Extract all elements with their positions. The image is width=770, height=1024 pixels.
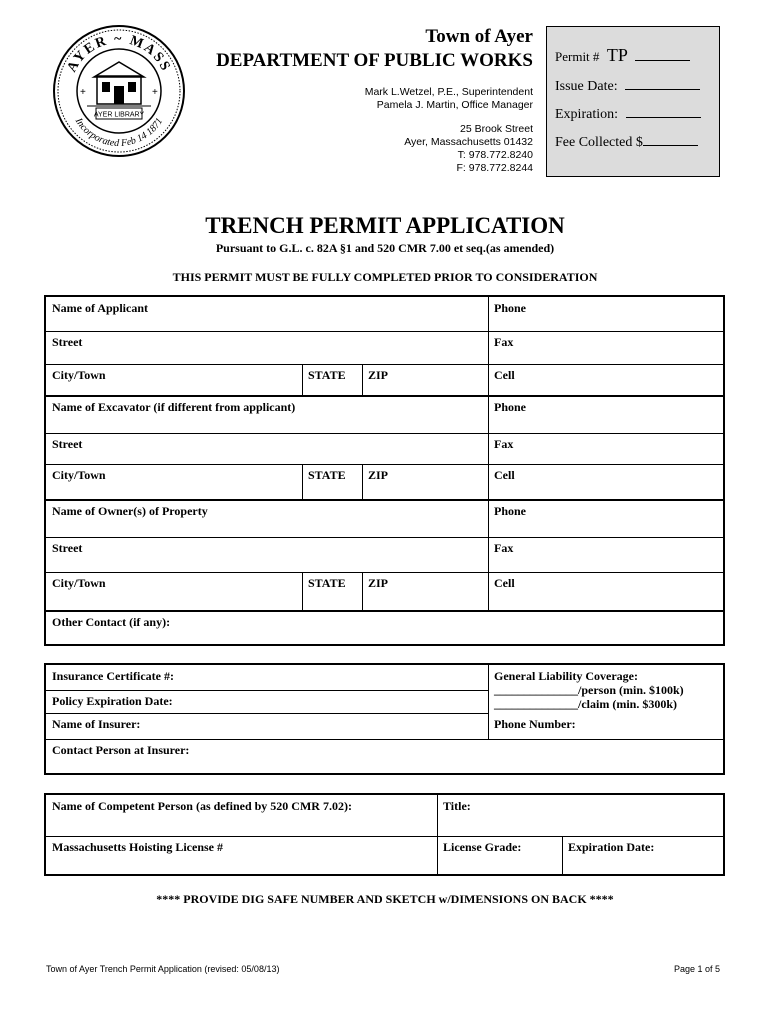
applicant-phone-field[interactable]: [488, 297, 723, 331]
insurer-phone-label: Phone Number:: [494, 717, 576, 731]
excavator-cell-field[interactable]: [488, 464, 723, 499]
excavator-state-field[interactable]: [302, 464, 362, 499]
other-contact-field[interactable]: [46, 611, 723, 644]
applicant-cell-field[interactable]: [488, 364, 723, 395]
hoisting-license-field[interactable]: [46, 836, 437, 874]
insurer-name-field[interactable]: [46, 713, 488, 739]
footer-revision: Town of Ayer Trench Permit Application (revised: 05/08/13): [46, 964, 280, 974]
town-name: Town of Ayer: [425, 26, 533, 47]
fax-number: F: 978.772.8244: [456, 162, 533, 174]
excavator-zip-field[interactable]: [362, 464, 488, 499]
excavator-city-field[interactable]: [46, 464, 302, 499]
owner-state-field[interactable]: [302, 572, 362, 610]
excavator-state-label: STATE: [308, 468, 346, 482]
owner-cell-label: Cell: [494, 576, 515, 590]
applicant-street-field[interactable]: [46, 331, 488, 364]
form-title: TRENCH PERMIT APPLICATION: [205, 213, 565, 238]
general-liability-field[interactable]: [488, 665, 723, 713]
office-manager: Pamela J. Martin, Office Manager: [376, 99, 533, 111]
fee-label: Fee Collected $: [555, 135, 643, 150]
owner-name-label: Name of Owner(s) of Property: [52, 504, 208, 518]
hoisting-license-label: Massachusetts Hoisting License #: [52, 840, 223, 854]
excavator-phone-field[interactable]: [488, 396, 723, 433]
superintendent: Mark L.Wetzel, P.E., Superintendent: [364, 86, 533, 98]
applicant-street-label: Street: [52, 335, 83, 349]
excavator-city-label: City/Town: [52, 468, 106, 482]
applicant-zip-label: ZIP: [368, 368, 389, 382]
expiration-label: Expiration:: [555, 107, 618, 122]
svg-text:+: +: [80, 87, 86, 98]
issue-date-label: Issue Date:: [555, 79, 618, 94]
permit-number-field[interactable]: [635, 48, 690, 61]
applicant-fax-label: Fax: [494, 335, 514, 349]
policy-expiration-label: Policy Expiration Date:: [52, 694, 173, 708]
excavator-cell-label: Cell: [494, 468, 515, 482]
completion-notice: THIS PERMIT MUST BE FULLY COMPLETED PRIOR TO CONSIDERATION: [172, 270, 598, 284]
expiration-field[interactable]: [626, 105, 701, 118]
excavator-zip-label: ZIP: [368, 468, 389, 482]
telephone: T: 978.772.8240: [457, 149, 533, 161]
insurer-contact-field[interactable]: [46, 739, 723, 773]
address-city: Ayer, Massachusetts 01432: [404, 136, 533, 148]
competent-person-label: Name of Competent Person (as defined by 520 CMR 7.02):: [52, 799, 352, 813]
town-seal-logo: [52, 24, 186, 158]
per-claim-line[interactable]: ______________/claim (min. $300k): [494, 697, 677, 711]
department-name: DEPARTMENT OF PUBLIC WORKS: [216, 50, 533, 71]
general-liability-label: General Liability Coverage:: [494, 669, 638, 683]
insurer-name-label: Name of Insurer:: [52, 717, 141, 731]
license-expiration-label: Expiration Date:: [568, 840, 655, 854]
excavator-fax-label: Fax: [494, 437, 514, 451]
applicant-state-field[interactable]: [302, 364, 362, 395]
excavator-street-field[interactable]: [46, 433, 488, 464]
permit-prefix: TP: [606, 45, 628, 65]
owner-state-label: STATE: [308, 576, 346, 590]
applicant-city-label: City/Town: [52, 368, 106, 382]
dig-safe-note: **** PROVIDE DIG SAFE NUMBER AND SKETCH w/DIMENSIONS ON BACK ****: [156, 892, 614, 906]
applicant-state-label: STATE: [308, 368, 346, 382]
excavator-fax-field[interactable]: [488, 433, 723, 464]
expiration-row: [555, 105, 701, 123]
issue-date-field[interactable]: [625, 77, 700, 90]
license-expiration-field[interactable]: [562, 836, 723, 874]
owner-city-label: City/Town: [52, 576, 106, 590]
owner-street-label: Street: [52, 541, 83, 555]
excavator-phone-label: Phone: [494, 400, 527, 414]
fee-row: [555, 133, 698, 151]
per-person-line[interactable]: ______________/person (min. $100k): [494, 683, 684, 697]
insurance-cert-label: Insurance Certificate #:: [52, 669, 174, 683]
svg-text:Incorporated Feb 14 1871: Incorporated Feb 14 1871: [72, 116, 166, 150]
form-subtitle: Pursuant to G.L. c. 82A §1 and 520 CMR 7.00 et seq.(as amended): [215, 241, 555, 255]
applicant-section: [44, 295, 725, 646]
excavator-street-label: Street: [52, 437, 83, 451]
owner-city-field[interactable]: [46, 572, 302, 610]
svg-text:AYER LIBRARY: AYER LIBRARY: [93, 111, 145, 119]
insurance-cert-field[interactable]: [46, 665, 488, 690]
owner-fax-field[interactable]: [488, 537, 723, 572]
owner-phone-label: Phone: [494, 504, 527, 518]
applicant-name-label: Name of Applicant: [52, 301, 148, 315]
owner-zip-label: ZIP: [368, 576, 389, 590]
excavator-name-field[interactable]: [46, 396, 488, 433]
page-number: Page 1 of 5: [673, 964, 720, 974]
owner-name-field[interactable]: [46, 500, 488, 537]
office-use-box: [546, 26, 720, 177]
competent-title-label: Title:: [443, 799, 471, 813]
owner-zip-field[interactable]: [362, 572, 488, 610]
competent-title-field[interactable]: [437, 795, 723, 836]
license-grade-field[interactable]: [437, 836, 562, 874]
applicant-cell-label: Cell: [494, 368, 515, 382]
applicant-phone-label: Phone: [494, 301, 527, 315]
permit-label: Permit #: [555, 49, 600, 64]
permit-number-row: [555, 45, 690, 66]
owner-fax-label: Fax: [494, 541, 514, 555]
other-contact-label: Other Contact (if any):: [52, 615, 171, 629]
insurer-phone-field[interactable]: [488, 713, 723, 739]
svg-text:+: +: [152, 87, 158, 98]
applicant-fax-field[interactable]: [488, 331, 723, 364]
excavator-name-label: Name of Excavator (if different from applicant): [52, 400, 296, 414]
license-grade-label: License Grade:: [443, 840, 522, 854]
svg-text:AYER ~ MASS: AYER ~ MASS: [64, 31, 174, 75]
policy-expiration-field[interactable]: [46, 690, 488, 713]
owner-phone-field[interactable]: [488, 500, 723, 537]
fee-field[interactable]: [643, 133, 698, 146]
owner-cell-field[interactable]: [488, 572, 723, 610]
applicant-city-field[interactable]: [46, 364, 302, 395]
insurer-contact-label: Contact Person at Insurer:: [52, 743, 190, 757]
owner-street-field[interactable]: [46, 537, 488, 572]
competent-person-field[interactable]: [46, 795, 437, 836]
applicant-name-field[interactable]: [46, 297, 488, 331]
issue-date-row: [555, 77, 700, 95]
applicant-zip-field[interactable]: [362, 364, 488, 395]
address-street: 25 Brook Street: [460, 123, 533, 135]
competent-person-section: [44, 793, 725, 876]
insurance-section: [44, 663, 725, 775]
